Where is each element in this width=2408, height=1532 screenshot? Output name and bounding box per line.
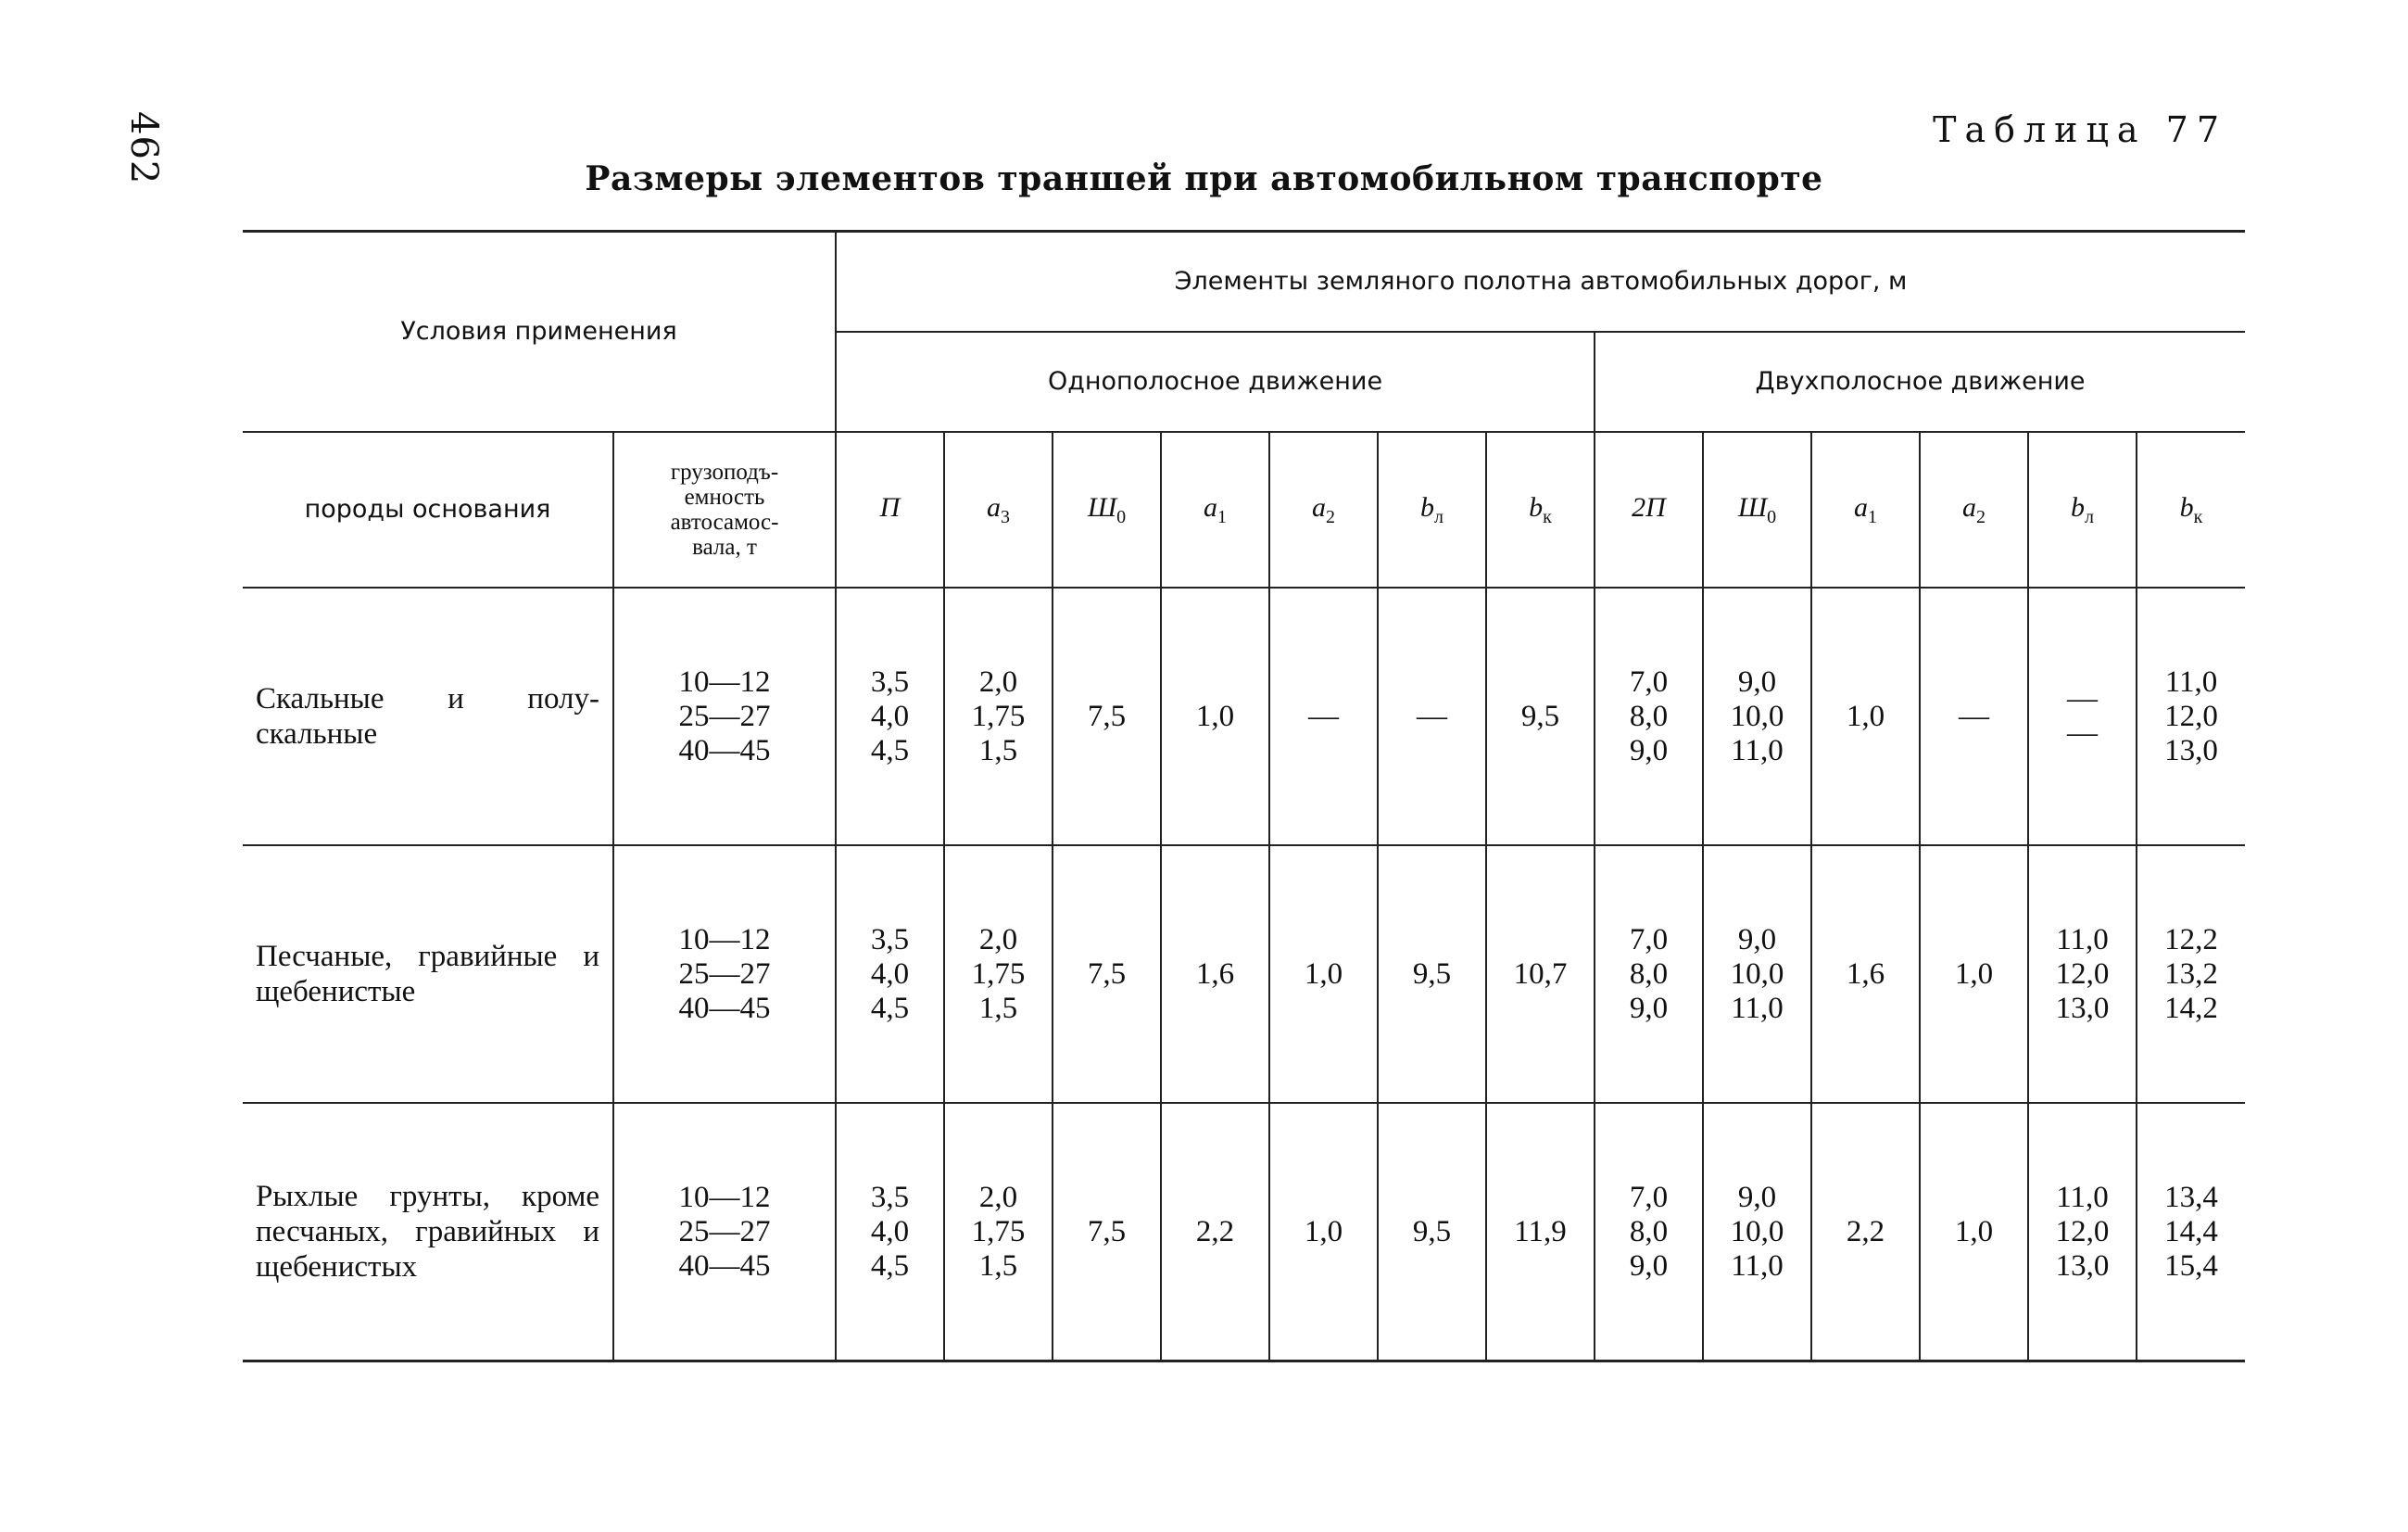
value-cell bbox=[2028, 845, 2137, 1103]
value-cell bbox=[1486, 588, 1595, 845]
cell-value: 12,0 bbox=[2164, 699, 2218, 733]
cell-value: 3,5 bbox=[870, 1180, 910, 1214]
double-col-header bbox=[1811, 432, 1920, 588]
symbol-base: П bbox=[879, 491, 901, 523]
capacity-header-line: грузоподъ- bbox=[670, 460, 779, 485]
single-col-header bbox=[1486, 432, 1595, 588]
single-col-header bbox=[836, 432, 944, 588]
value-cell bbox=[1378, 1103, 1486, 1361]
cell-value: 9,0 bbox=[1737, 922, 1777, 956]
cell-value: 12,0 bbox=[2055, 1214, 2110, 1248]
symbol-base: b bbox=[2179, 491, 2194, 523]
symbol-base: b bbox=[1420, 491, 1435, 523]
double-col-header bbox=[2137, 432, 2245, 588]
cell-value: 7,5 bbox=[1087, 956, 1127, 991]
cell-value: 1,75 bbox=[971, 956, 1026, 991]
symbol-subscript: 1 bbox=[1217, 506, 1228, 527]
value-cell bbox=[1920, 1103, 2028, 1361]
value-cell bbox=[1920, 588, 2028, 845]
symbol-subscript: к bbox=[2193, 506, 2203, 527]
cell-value: 13,0 bbox=[2055, 1248, 2110, 1283]
cell-value: 7,0 bbox=[1629, 665, 1669, 699]
value-cell bbox=[1486, 845, 1595, 1103]
value-cell bbox=[2137, 845, 2245, 1103]
symbol-subscript: 3 bbox=[1001, 506, 1011, 527]
cell-value: 12,0 bbox=[2055, 956, 2110, 991]
value-cell bbox=[1486, 1103, 1595, 1361]
conditions-header: Условия применения bbox=[243, 232, 836, 433]
cell-value: 9,5 bbox=[1412, 1214, 1452, 1248]
value-cell bbox=[1703, 1103, 1811, 1361]
cell-value: 1,0 bbox=[1304, 956, 1343, 991]
table-title: Размеры элементов траншей при автомобильном транспорте bbox=[585, 159, 1823, 198]
cell-value: 4,5 bbox=[870, 733, 910, 767]
cell-value: 2,2 bbox=[1195, 1214, 1235, 1248]
cell-value: — bbox=[2067, 682, 2099, 715]
value-cell bbox=[836, 588, 944, 845]
symbol-subscript: л bbox=[2085, 506, 2094, 527]
cell-value: 1,5 bbox=[978, 991, 1018, 1025]
value-cell bbox=[836, 845, 944, 1103]
cell-value: 7,5 bbox=[1087, 1214, 1127, 1248]
value-cell bbox=[1811, 845, 1920, 1103]
capacity-header-line: автосамос- bbox=[670, 510, 779, 535]
single-col-header bbox=[1161, 432, 1269, 588]
symbol-base: a bbox=[1854, 491, 1869, 523]
value-cell bbox=[1811, 1103, 1920, 1361]
value-cell bbox=[2028, 1103, 2137, 1361]
symbol-base: Ш bbox=[1737, 491, 1768, 523]
value-cell bbox=[1161, 845, 1269, 1103]
cell-value: 25—27 bbox=[678, 699, 771, 733]
cell-value: 4,0 bbox=[870, 956, 910, 991]
symbol-subscript: 0 bbox=[1116, 506, 1127, 527]
elements-header: Элементы земляного полотна автомобильных дорог, м bbox=[836, 232, 2245, 333]
cell-value: 3,5 bbox=[870, 665, 910, 699]
cell-value: 8,0 bbox=[1629, 699, 1669, 733]
value-cell bbox=[1269, 845, 1378, 1103]
table-label: Таблица 77 bbox=[1933, 109, 2227, 150]
value-cell bbox=[1269, 588, 1378, 845]
cell-value: 1,6 bbox=[1846, 956, 1885, 991]
double-col-header bbox=[1920, 432, 2028, 588]
cell-value: — bbox=[1308, 699, 1340, 733]
page-number: 462 bbox=[122, 111, 165, 185]
value-cell bbox=[1703, 588, 1811, 845]
cell-value: 13,4 bbox=[2164, 1180, 2218, 1214]
symbol-subscript: 1 bbox=[1868, 506, 1878, 527]
cell-value: 1,0 bbox=[1846, 699, 1885, 733]
single-col-header bbox=[1269, 432, 1378, 588]
symbol-base: b bbox=[2071, 491, 2086, 523]
cell-value: 9,5 bbox=[1412, 956, 1452, 991]
value-cell bbox=[2137, 588, 2245, 845]
cell-value: 1,75 bbox=[971, 699, 1026, 733]
value-cell bbox=[944, 588, 1053, 845]
cell-value: 13,2 bbox=[2164, 956, 2218, 991]
cell-value: 11,0 bbox=[2056, 1180, 2109, 1214]
cell-value: 13,0 bbox=[2055, 991, 2110, 1025]
cell-value: 11,9 bbox=[1514, 1214, 1567, 1248]
cell-value: 15,4 bbox=[2164, 1248, 2218, 1283]
cell-value: 9,5 bbox=[1520, 699, 1560, 733]
cell-value: 14,2 bbox=[2164, 991, 2218, 1025]
symbol-subscript: 2 bbox=[1976, 506, 1986, 527]
value-cell bbox=[2028, 588, 2137, 845]
value-cell bbox=[613, 1103, 836, 1361]
single-col-header bbox=[1378, 432, 1486, 588]
symbol-subscript: 2 bbox=[1326, 506, 1336, 527]
symbol-base: a bbox=[1204, 491, 1218, 523]
cell-value: 1,75 bbox=[971, 1214, 1026, 1248]
cell-value: 2,0 bbox=[978, 665, 1018, 699]
cell-value: 11,0 bbox=[1731, 733, 1784, 767]
value-cell bbox=[1595, 588, 1703, 845]
value-cell bbox=[613, 588, 836, 845]
value-cell bbox=[2137, 1103, 2245, 1361]
symbol-base: 2П bbox=[1632, 491, 1666, 523]
capacity-header-line: вала, т bbox=[692, 535, 757, 560]
single-col-header bbox=[944, 432, 1053, 588]
rock-type-cell: Рыхлые грунты, кроме песчаных, гравийных и щебенистых bbox=[243, 1103, 613, 1361]
cell-value: 7,0 bbox=[1629, 1180, 1669, 1214]
cell-value: 9,0 bbox=[1629, 1248, 1669, 1283]
cell-value: 13,0 bbox=[2164, 733, 2218, 767]
cell-value: 3,5 bbox=[870, 922, 910, 956]
cell-value: 40—45 bbox=[678, 733, 771, 767]
cell-value: 25—27 bbox=[678, 1214, 771, 1248]
cell-value: 8,0 bbox=[1629, 1214, 1669, 1248]
value-cell bbox=[1161, 1103, 1269, 1361]
value-cell bbox=[1595, 845, 1703, 1103]
cell-value: 7,0 bbox=[1629, 922, 1669, 956]
table-row bbox=[243, 1103, 2245, 1361]
cell-value: 1,5 bbox=[978, 733, 1018, 767]
cell-value: 9,0 bbox=[1629, 733, 1669, 767]
rock-base-header: породы основания bbox=[243, 432, 613, 588]
cell-value: 12,2 bbox=[2164, 922, 2218, 956]
symbol-base: a bbox=[1962, 491, 1977, 523]
symbol-base: Ш bbox=[1087, 491, 1117, 523]
cell-value: 7,5 bbox=[1087, 699, 1127, 733]
cell-value: 4,5 bbox=[870, 991, 910, 1025]
value-cell bbox=[944, 1103, 1053, 1361]
cell-value: 11,0 bbox=[1731, 991, 1784, 1025]
double-lane-header: Двухполосное движение bbox=[1595, 332, 2245, 432]
value-cell bbox=[1378, 845, 1486, 1103]
cell-value: 2,0 bbox=[978, 1180, 1018, 1214]
cell-value: 10—12 bbox=[678, 1180, 771, 1214]
cell-value: 10—12 bbox=[678, 665, 771, 699]
cell-value: 1,5 bbox=[978, 1248, 1018, 1283]
value-cell bbox=[1161, 588, 1269, 845]
cell-value: 1,0 bbox=[1954, 956, 1994, 991]
cell-value: 4,0 bbox=[870, 1214, 910, 1248]
cell-value: 2,2 bbox=[1846, 1214, 1885, 1248]
cell-value: 40—45 bbox=[678, 1248, 771, 1283]
value-cell bbox=[1053, 1103, 1161, 1361]
double-col-header bbox=[2028, 432, 2137, 588]
cell-value: 9,0 bbox=[1737, 1180, 1777, 1214]
symbol-subscript: л bbox=[1434, 506, 1444, 527]
rock-type-cell: Песчаные, гравийные и щебенистые bbox=[243, 845, 613, 1103]
value-cell bbox=[944, 845, 1053, 1103]
table-row bbox=[243, 588, 2245, 845]
cell-value: 11,0 bbox=[2164, 665, 2218, 699]
value-cell bbox=[1703, 845, 1811, 1103]
cell-value: 9,0 bbox=[1737, 665, 1777, 699]
cell-value: 10,0 bbox=[1730, 956, 1784, 991]
symbol-subscript: 0 bbox=[1767, 506, 1777, 527]
cell-value: 1,0 bbox=[1304, 1214, 1343, 1248]
cell-value: — bbox=[1417, 699, 1448, 733]
symbol-base: a bbox=[1312, 491, 1327, 523]
value-cell bbox=[1595, 1103, 1703, 1361]
cell-value: 8,0 bbox=[1629, 956, 1669, 991]
cell-value: 40—45 bbox=[678, 991, 771, 1025]
cell-value: 1,6 bbox=[1195, 956, 1235, 991]
cell-value: 1,0 bbox=[1954, 1214, 1994, 1248]
symbol-base: a bbox=[987, 491, 1002, 523]
cell-value: 11,0 bbox=[1731, 1248, 1784, 1283]
cell-value: 2,0 bbox=[978, 922, 1018, 956]
value-cell bbox=[1920, 845, 2028, 1103]
table-row bbox=[243, 845, 2245, 1103]
cell-value: — bbox=[2067, 716, 2099, 750]
rock-type-cell: Скальные и полу-скальные bbox=[243, 588, 613, 845]
value-cell bbox=[836, 1103, 944, 1361]
symbol-base: b bbox=[1529, 491, 1544, 523]
double-col-header bbox=[1703, 432, 1811, 588]
cell-value: 10,0 bbox=[1730, 1214, 1784, 1248]
single-col-header bbox=[1053, 432, 1161, 588]
value-cell bbox=[1053, 845, 1161, 1103]
value-cell bbox=[1378, 588, 1486, 845]
cell-value: 4,0 bbox=[870, 699, 910, 733]
cell-value: 1,0 bbox=[1195, 699, 1235, 733]
value-cell bbox=[1269, 1103, 1378, 1361]
capacity-header bbox=[613, 432, 836, 588]
single-lane-header: Однополосное движение bbox=[836, 332, 1595, 432]
value-cell bbox=[1053, 588, 1161, 845]
cell-value: — bbox=[1959, 699, 1990, 733]
cell-value: 25—27 bbox=[678, 956, 771, 991]
data-table bbox=[243, 230, 2245, 1362]
cell-value: 10—12 bbox=[678, 922, 771, 956]
cell-value: 9,0 bbox=[1629, 991, 1669, 1025]
value-cell bbox=[1811, 588, 1920, 845]
symbol-subscript: к bbox=[1543, 506, 1552, 527]
cell-value: 4,5 bbox=[870, 1248, 910, 1283]
double-col-header bbox=[1595, 432, 1703, 588]
cell-value: 14,4 bbox=[2164, 1214, 2218, 1248]
value-cell bbox=[613, 845, 836, 1103]
cell-value: 10,7 bbox=[1513, 956, 1568, 991]
capacity-header-line: емность bbox=[684, 485, 765, 510]
cell-value: 10,0 bbox=[1730, 699, 1784, 733]
cell-value: 11,0 bbox=[2056, 922, 2109, 956]
